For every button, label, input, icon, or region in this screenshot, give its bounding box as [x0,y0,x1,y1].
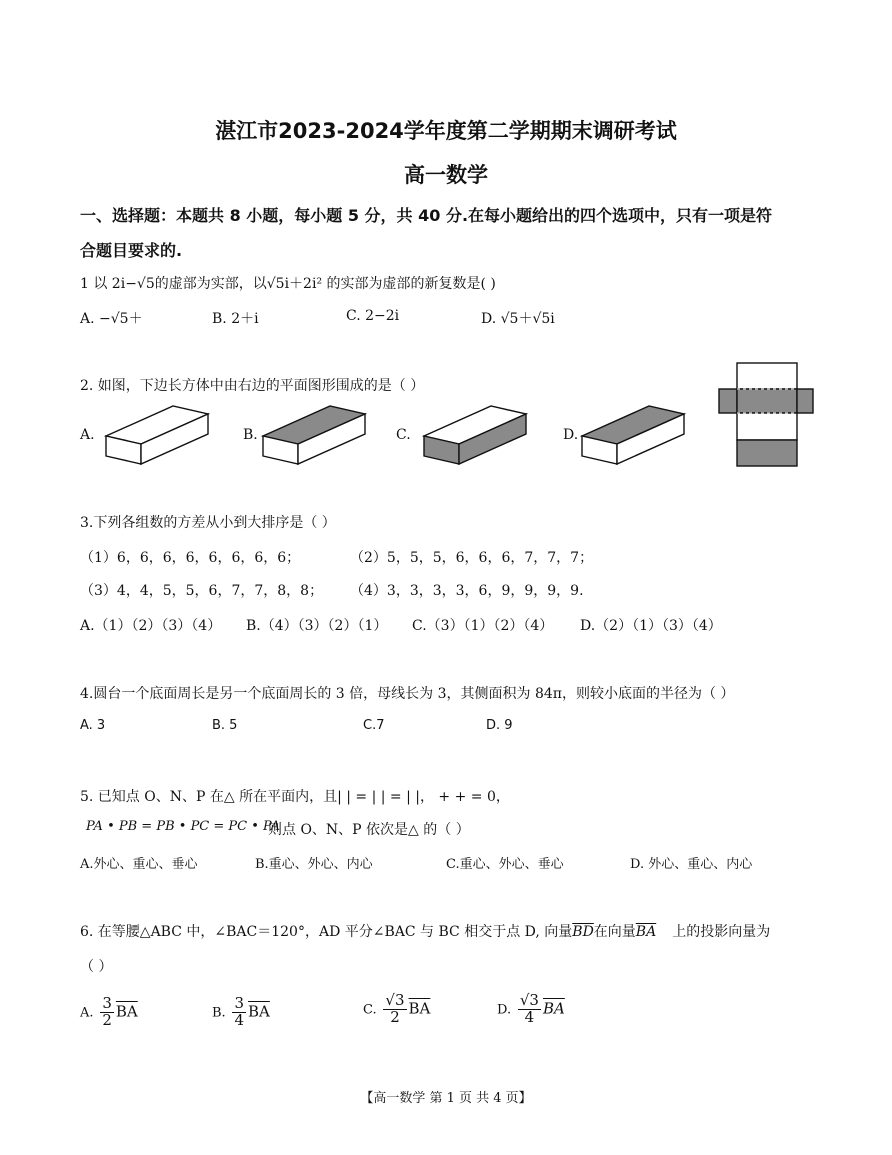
q6-option-c [363,993,430,1026]
q6-option-b [212,996,270,1029]
q6-stem-text: 6. 在等腰△ABC 中，∠BAC＝120°，AD 平分∠BAC 与 BC 相交于点 D, 向量 [80,924,573,940]
q3-group2: （2）5，5，5，6，6，6，7，7，7； [350,550,594,566]
cuboid-net-figure [716,362,816,468]
q6-option-d-vector: $\overline{BA}$ [542,999,565,1018]
q6-option-d [497,993,565,1026]
q6-option-a-label: A. [80,1005,94,1021]
q6-option-a [80,996,138,1029]
box-a-figure [104,404,212,466]
q6-stem-line2: （ ） [80,959,113,975]
q4-option-d: D. 9 [486,718,513,733]
q3-group4: （4）3，3，3，3，6，9，9，9，9. [350,583,584,599]
q2-label-a: A. [80,427,95,443]
fraction-denominator: 2 [102,1010,112,1029]
q6-option-b-label: B. [212,1005,226,1021]
q4-option-b: B. 5 [212,718,238,733]
q6-option-b-fraction [232,996,246,1029]
q6-option-c-label: C. [363,1002,377,1018]
q4-stem: 4.圆台一个底面周长是另一个底面周长的 3 倍，母线长为 3，其侧面积为 84π，则较小底面的半径为（ ） [80,686,735,702]
exam-title: 湛江市2023-2024学年度第二学期期末调研考试 [215,119,677,143]
q6-option-a-fraction [100,996,114,1029]
fraction-numerator: 3 [234,994,245,1012]
q6-option-d-fraction [518,993,541,1026]
q5-option-b: B.重心、外心、内心 [255,857,373,872]
fraction-denominator: 4 [524,1007,535,1026]
q3-option-a: A.（1）（2）（3）（4） [80,618,222,634]
q3-option-d: D.（2）（1）（3）（4） [580,618,722,634]
q6-vector-ba: $\overline{BA}$ [635,924,657,940]
q4-option-c: C.7 [363,718,385,733]
q2-label-c: C. [396,427,411,443]
q1-option-b: B. 2＋i [212,311,259,327]
q5-dot-product-equation: PA • PB = PB • PC = PC • PA [86,819,280,834]
section-heading-line2: 合题目要求的. [80,241,183,260]
q6-option-b-vector: $\overline{BA}$ [248,1002,270,1021]
q2-label-d: D. [563,427,579,443]
q3-group3: （3）4，4，5，5，6，7，7，8，8； [80,583,324,599]
q3-option-c: C.（3）（1）（2）（4） [412,618,554,634]
q1-stem: 1 以 2i−√5的虚部为实部，以√5i＋2i² 的实部为虚部的新复数是( ) [80,276,496,292]
q3-option-b: B.（4）（3）（2）（1） [246,618,388,634]
q6-option-c-vector: $\overline{BA}$ [408,999,431,1018]
q5-option-c: C.重心、外心、垂心 [446,857,564,872]
box-c-figure [422,404,530,466]
box-d-figure [580,404,688,466]
section-heading-line1: 一、选择题：本题共 8 小题，每小题 5 分，共 40 分.在每小题给出的四个选项中，只有一项是符 [80,206,773,225]
q5-option-d: D. 外心、重心、内心 [630,857,753,872]
q6-option-a-vector: $\overline{BA}$ [115,1002,138,1021]
q6-vector-bd: $\overline{BD}$ [572,924,594,940]
box-b-figure [261,404,369,466]
page-footer: 【高一数学 第 1 页 共 4 页】 [360,1091,532,1106]
q3-stem: 3.下列各组数的方差从小到大排序是（ ） [80,515,336,531]
fraction-numerator: √3 [519,991,539,1009]
q2-stem: 2. 如图，下边长方体中由右边的平面图形围成的是（ ） [80,378,425,394]
q5-stem-line1: 5. 已知点 O、N、P 在△ 所在平面内，且| | = | | = | |， + + = 0， [80,789,510,805]
q1-option-d: D. √5＋√5i [481,311,555,327]
q6-option-c-fraction [383,993,406,1026]
q1-option-a: A. −√5＋ [80,311,143,327]
q3-group1: （1）6，6，6，6，6，6，6，6； [80,550,301,566]
q5-option-a: A.外心、重心、垂心 [80,857,198,872]
q1-option-c: C. 2−2i [346,308,400,324]
q6-stem-end: 上的投影向量为 [672,924,771,940]
fraction-denominator: 2 [390,1007,400,1026]
q6-stem-line1 [80,921,770,941]
q4-option-a: A. 3 [80,718,106,733]
fraction-numerator: √3 [385,991,405,1009]
exam-subtitle: 高一数学 [404,163,488,187]
q5-stem-line2: 则点 O、N、P 依次是△ 的（ ） [268,822,470,838]
q2-label-b: B. [243,427,258,443]
q6-in-vector-text: 在向量 [593,924,636,940]
q6-option-d-label: D. [497,1002,512,1018]
fraction-denominator: 4 [234,1010,245,1029]
fraction-numerator: 3 [102,994,112,1012]
